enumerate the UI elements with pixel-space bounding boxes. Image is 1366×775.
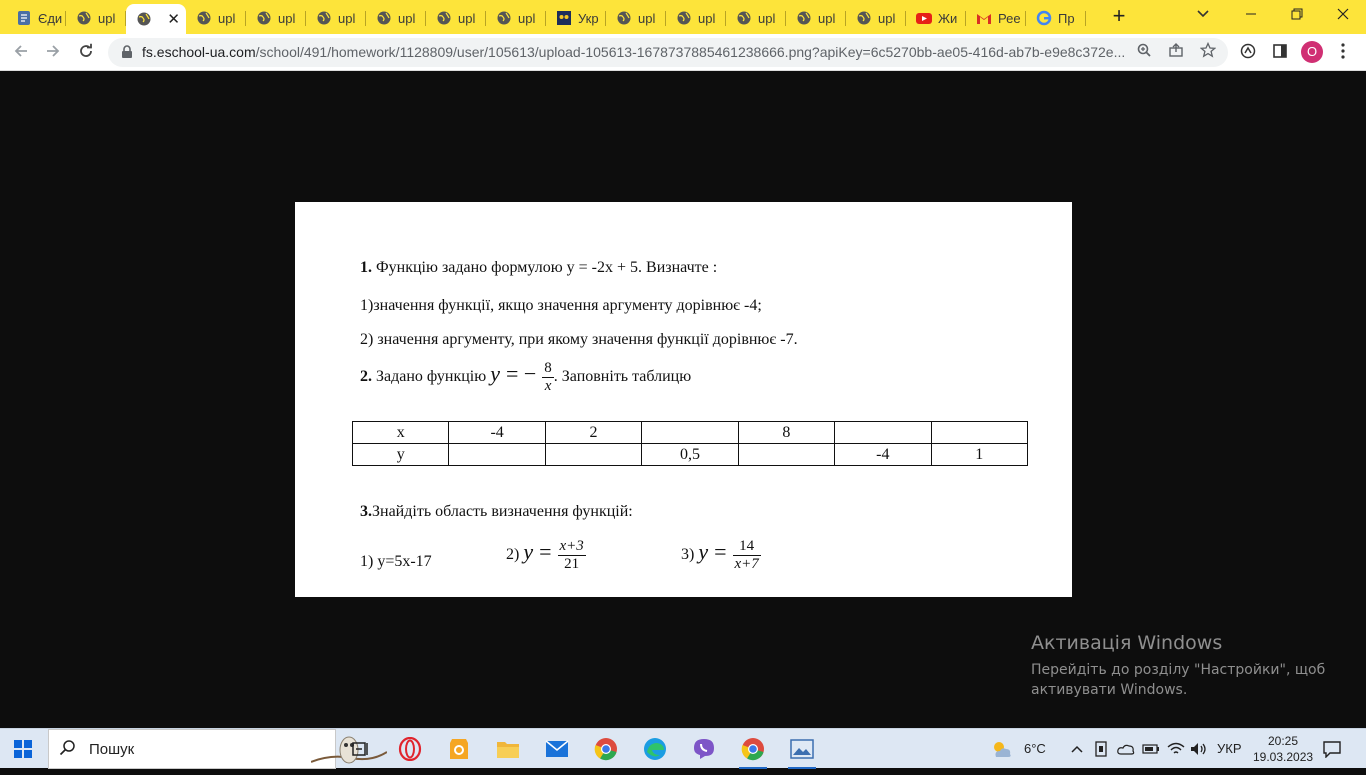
search-icon	[59, 739, 77, 757]
task2-fraction-den: x	[544, 378, 552, 394]
globe-icon	[796, 10, 812, 26]
function-3-fraction	[733, 538, 761, 573]
bookmark-star-icon[interactable]	[1198, 42, 1218, 62]
table-cell	[449, 444, 545, 466]
table-cell	[931, 422, 1027, 444]
tab[interactable]	[666, 4, 726, 32]
table-cell	[545, 444, 641, 466]
tabs-container	[6, 4, 1086, 34]
table-cell: -4	[835, 444, 931, 466]
globe-icon	[316, 10, 332, 26]
tab-label: upl	[338, 10, 356, 26]
tab[interactable]	[1026, 4, 1086, 32]
task2-formula-eq: = −	[505, 361, 537, 387]
watermark-text	[1031, 660, 1331, 700]
tab-label: upl	[218, 10, 236, 26]
globe-icon	[736, 10, 752, 26]
function-3-den: x+7	[734, 556, 759, 572]
windows-logo-icon	[24, 750, 32, 758]
function-1: 1) y=5x-17	[360, 553, 432, 570]
tab-label: Єди	[38, 10, 62, 26]
address-bar[interactable]	[108, 38, 1228, 67]
reload-button[interactable]	[74, 41, 98, 65]
url-host: fs.eschool-ua.com	[142, 44, 256, 60]
globe-icon	[76, 10, 92, 26]
tab[interactable]	[66, 4, 126, 32]
windows-logo-icon	[14, 740, 22, 748]
table-cell	[738, 444, 834, 466]
weather-temperature[interactable]: 6°C	[1024, 741, 1046, 756]
image-viewer	[0, 72, 1366, 728]
tab[interactable]	[606, 4, 666, 32]
table-cell: y	[353, 444, 449, 466]
tab[interactable]	[426, 4, 486, 32]
lock-icon[interactable]	[120, 45, 134, 59]
globe-icon	[376, 10, 392, 26]
globe-icon	[676, 10, 692, 26]
task1-number: 1.	[360, 259, 372, 276]
task3-number: 3.	[360, 503, 372, 520]
tab-label: Жи	[938, 10, 958, 26]
table-cell	[642, 422, 738, 444]
function-3-eq: =	[714, 539, 727, 565]
chrome-app-icon[interactable]	[582, 729, 630, 769]
globe-icon	[196, 10, 212, 26]
tab-label: upl	[698, 10, 716, 26]
watermark-line-2: активувати Windows.	[1031, 682, 1188, 698]
task2-text: Задано функцію	[372, 368, 491, 386]
forward-button[interactable]	[41, 41, 65, 65]
minimize-button[interactable]	[1228, 0, 1274, 32]
browser-toolbar	[0, 34, 1366, 71]
tab-label: upl	[458, 10, 476, 26]
zoom-icon[interactable]	[1134, 42, 1154, 62]
task3-text: Знайдіть область визначення функцій:	[372, 503, 633, 520]
windows-taskbar	[0, 728, 1366, 768]
table-cell: 8	[738, 422, 834, 444]
wifi-icon[interactable]	[1167, 729, 1187, 769]
tab[interactable]	[546, 4, 606, 32]
tab-label: upl	[818, 10, 836, 26]
task1-part-b: 2) значення аргументу, при якому значення функції дорівнює -7.	[360, 331, 798, 348]
task1-text: Функцію задано формулою y = -2x + 5. Визначте :	[372, 259, 718, 276]
tab-active[interactable]	[126, 4, 186, 34]
table-cell	[835, 422, 931, 444]
tab-label: Укр	[578, 10, 599, 26]
close-window-button[interactable]	[1320, 0, 1366, 32]
new-tab-button[interactable]: +	[1112, 3, 1126, 28]
task1-part-a: 1)значення функції, якщо значення аргументу дорівнює -4;	[360, 297, 762, 314]
tab[interactable]	[186, 4, 246, 32]
tab[interactable]	[486, 4, 546, 32]
task3-heading	[360, 503, 633, 521]
taskbar-search[interactable]	[48, 729, 336, 769]
tab-label: Пр	[1058, 10, 1075, 26]
windows-activation-watermark	[1031, 632, 1331, 700]
owl-icon	[556, 10, 572, 26]
values-table	[352, 421, 1028, 466]
function-2	[506, 538, 586, 573]
tab[interactable]	[906, 4, 966, 32]
close-tab-icon[interactable]: ✕	[167, 11, 180, 28]
function-3	[681, 538, 761, 573]
tab-label: upl	[638, 10, 656, 26]
clock-time: 20:25	[1267, 734, 1299, 748]
battery-icon[interactable]	[1142, 729, 1162, 769]
tab-strip	[0, 0, 1366, 34]
function-2-fraction	[558, 538, 586, 573]
tab[interactable]	[966, 4, 1026, 32]
task2-number: 2.	[360, 368, 372, 386]
task2-formula-y: y	[490, 361, 500, 387]
function-2-den: 21	[564, 556, 580, 572]
google-icon	[1036, 10, 1052, 26]
watermark-title: Активація Windows	[1031, 632, 1223, 654]
edge-app-icon[interactable]	[631, 729, 679, 769]
globe-icon	[136, 11, 152, 27]
windows-logo-icon	[14, 750, 22, 758]
url-text[interactable]	[142, 44, 1127, 60]
tab[interactable]	[6, 4, 66, 32]
tab[interactable]	[306, 4, 366, 32]
notifications-icon[interactable]	[1322, 729, 1346, 769]
globe-icon	[616, 10, 632, 26]
tab-search-icon[interactable]	[1196, 6, 1214, 24]
mail-app-icon[interactable]	[533, 729, 581, 769]
tab-label: upl	[878, 10, 896, 26]
function-3-num: 14	[733, 538, 761, 556]
tab-label: upl	[518, 10, 536, 26]
function-3-y: y	[698, 539, 709, 565]
table-row-x	[353, 422, 1028, 444]
tab[interactable]	[246, 4, 306, 32]
viber-app-icon[interactable]	[680, 729, 728, 769]
tab-label: upl	[98, 10, 116, 26]
tab[interactable]	[846, 4, 906, 32]
clock-date: 19.03.2023	[1253, 750, 1314, 764]
function-2-y: y	[523, 539, 534, 565]
watermark-line-1: Перейдіть до розділу "Настройки", щоб	[1031, 662, 1326, 678]
file-explorer-icon[interactable]	[484, 729, 532, 769]
tab-label: upl	[398, 10, 416, 26]
globe-icon	[856, 10, 872, 26]
onedrive-icon[interactable]	[1117, 729, 1137, 769]
table-cell: x	[353, 422, 449, 444]
notes-app-icon[interactable]	[435, 729, 483, 769]
share-icon[interactable]	[1166, 42, 1186, 62]
task2-tail: . Заповніть таблицю	[553, 368, 692, 386]
table-cell: 0,5	[642, 444, 738, 466]
table-cell: 2	[545, 422, 641, 444]
side-panel-icon[interactable]	[1270, 43, 1290, 63]
homework-image	[295, 202, 1072, 597]
tab-label: upl	[758, 10, 776, 26]
chrome-active-app-icon[interactable]	[729, 729, 777, 769]
table-cell: -4	[449, 422, 545, 444]
task1-heading	[360, 259, 717, 277]
globe-icon	[256, 10, 272, 26]
task2-fraction	[542, 360, 554, 395]
windows-logo-icon	[24, 740, 32, 748]
tab[interactable]	[786, 4, 846, 32]
search-placeholder: Пошук	[89, 741, 135, 758]
opera-app-icon[interactable]	[386, 729, 434, 769]
table-row-y	[353, 444, 1028, 466]
restore-button[interactable]	[1274, 0, 1320, 32]
profile-avatar[interactable]: O	[1301, 41, 1323, 63]
system-clock[interactable]	[1253, 733, 1313, 765]
device-icon[interactable]	[1094, 729, 1112, 769]
tab-label: upl	[278, 10, 296, 26]
extensions-icon[interactable]	[1238, 43, 1258, 63]
weather-icon[interactable]	[990, 729, 1016, 769]
function-2-num: x+3	[559, 538, 584, 554]
tray-overflow-icon[interactable]	[1071, 729, 1085, 769]
task2-heading	[360, 360, 691, 395]
document-icon	[16, 10, 32, 26]
task2-fraction-num: 8	[544, 360, 552, 376]
tab[interactable]	[366, 4, 426, 32]
task-view-button[interactable]	[336, 729, 384, 769]
function-3-prefix: 3)	[681, 546, 699, 564]
volume-icon[interactable]	[1190, 729, 1210, 769]
youtube-icon	[916, 10, 932, 26]
url-path: /school/491/homework/1128809/user/105613/upload-105613-1678737885461238666.png?apiKey=6c5270bb-ae05-416d-ab7b-e9e8c372e...	[255, 44, 1126, 60]
photos-app-icon[interactable]	[778, 729, 826, 769]
function-2-prefix: 2)	[506, 546, 524, 564]
tab-label: Рее	[998, 10, 1021, 26]
table-cell: 1	[931, 444, 1027, 466]
gmail-icon	[976, 10, 992, 26]
function-2-eq: =	[539, 539, 552, 565]
menu-kebab-icon[interactable]	[1333, 43, 1353, 63]
globe-icon	[436, 10, 452, 26]
back-button[interactable]	[9, 41, 33, 65]
language-indicator[interactable]: УКР	[1217, 741, 1242, 756]
start-button[interactable]	[14, 740, 32, 758]
globe-icon	[496, 10, 512, 26]
tab[interactable]	[726, 4, 786, 32]
